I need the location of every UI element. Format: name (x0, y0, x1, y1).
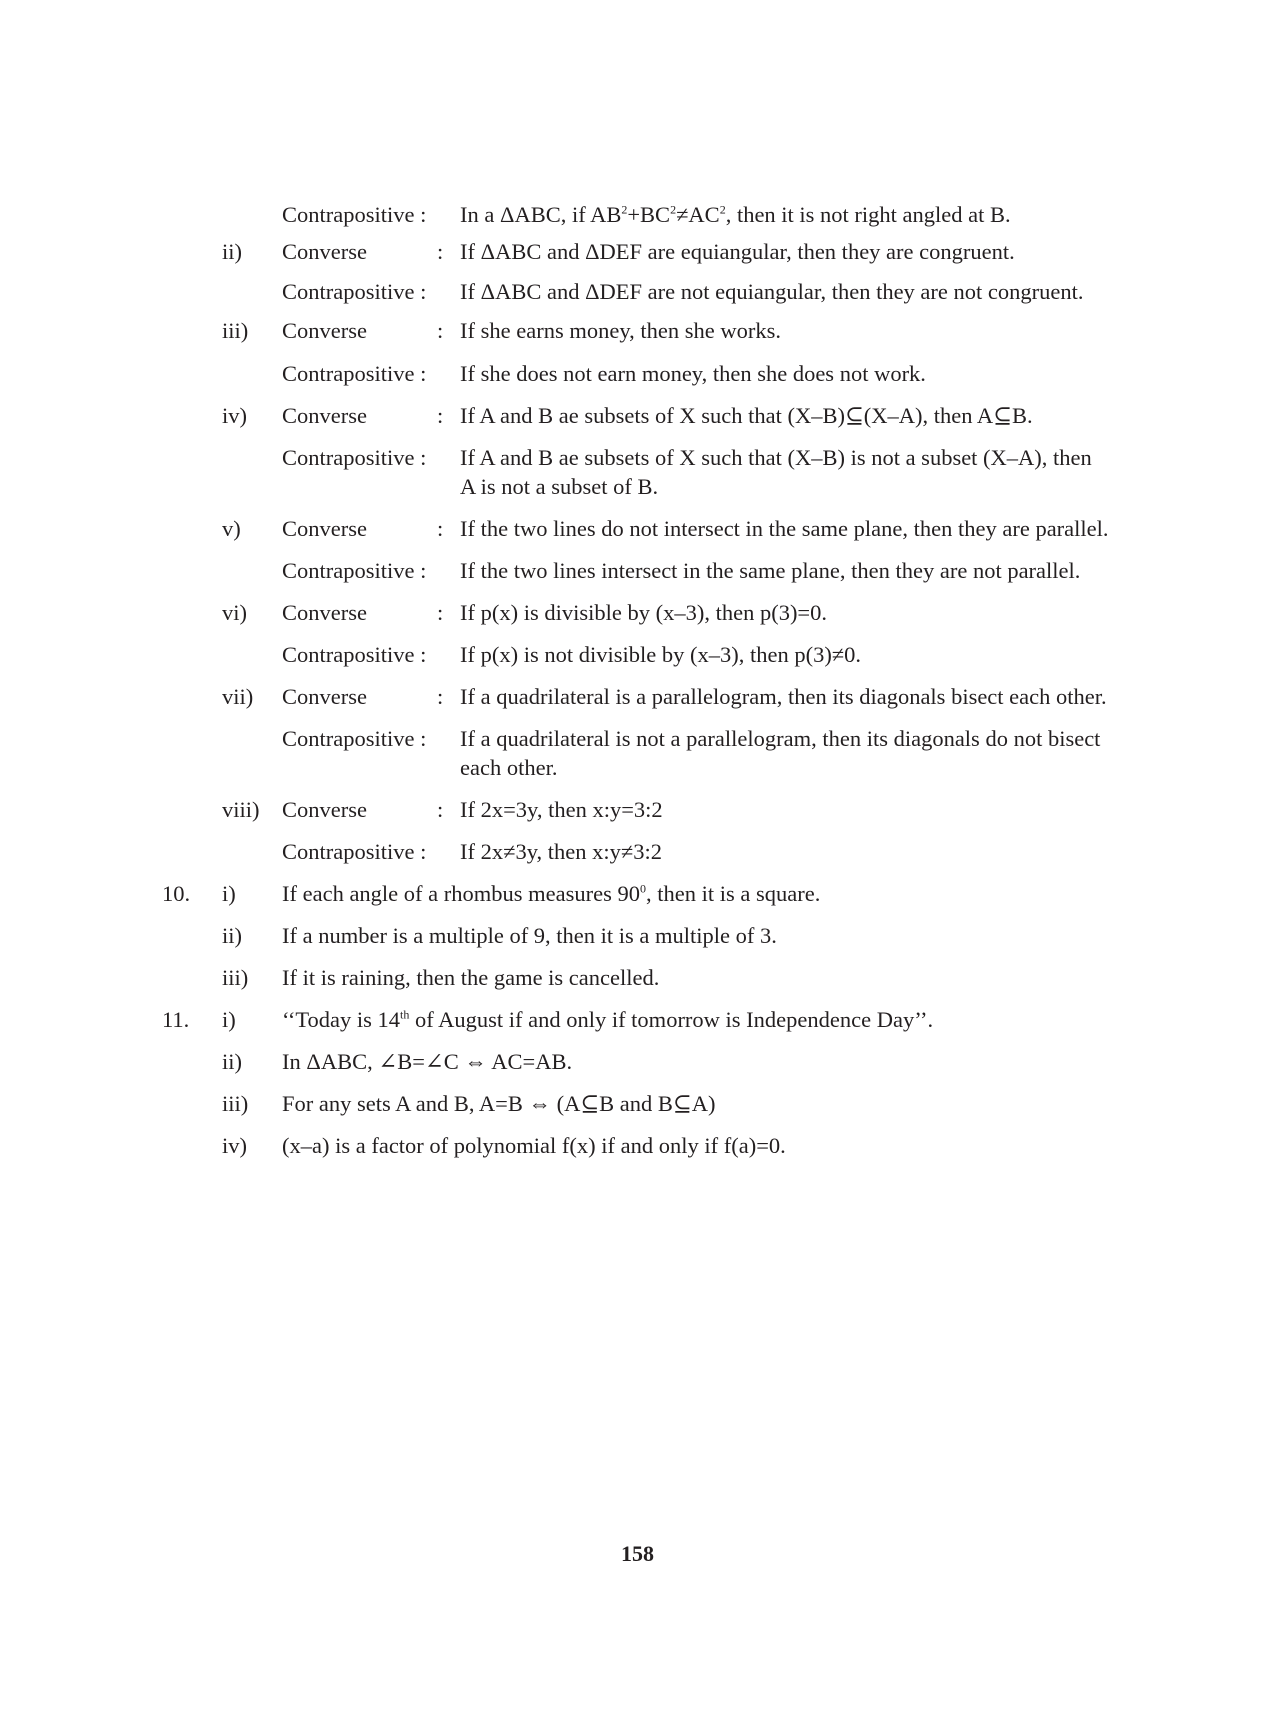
q11-iv-text: (x–a) is a factor of polynomial f(x) if and only if f(a)=0. (282, 1133, 786, 1158)
converse-label: Converse (282, 684, 367, 709)
q9-ii-contrapositive-text: If ΔABC and ΔDEF are not equiangular, then they are not congruent. (460, 279, 1084, 304)
q9-vii-contrapositive-text-cont: each other. (460, 755, 558, 780)
roman-numeral: v) (222, 516, 241, 541)
roman-numeral: iii) (222, 1091, 249, 1116)
roman-numeral: ii) (222, 239, 242, 264)
contrapositive-label: Contrapositive : (282, 361, 427, 386)
q9-iv-converse-text: If A and B ae subsets of X such that (X–B)⊆(X–A), then A⊆B. (460, 403, 1033, 428)
colon: : (437, 318, 444, 343)
roman-numeral: iv) (222, 403, 247, 428)
q10-iii-text: If it is raining, then the game is cancelled. (282, 965, 660, 990)
contrapositive-label: Contrapositive : (282, 642, 427, 667)
q9-vi-contrapositive-text: If p(x) is not divisible by (x–3), then p(3)≠0. (460, 642, 862, 667)
roman-numeral: viii) (222, 797, 260, 822)
colon: : (437, 403, 444, 428)
page-number: 158 (621, 1541, 654, 1566)
q9-vi-converse-text: If p(x) is divisible by (x–3), then p(3)=0. (460, 600, 827, 625)
converse-label: Converse (282, 239, 367, 264)
colon: : (437, 600, 444, 625)
roman-numeral: iii) (222, 318, 249, 343)
q10-i-text: If each angle of a rhombus measures $90^0$, then it is a square. (282, 881, 821, 906)
roman-numeral: vii) (222, 684, 254, 709)
roman-numeral: iii) (222, 965, 249, 990)
q11-ii-text: In ΔABC, ∠B=∠C ⇔ AC=AB. (282, 1049, 573, 1074)
q9-v-contrapositive-text: If the two lines intersect in the same plane, then they are not parallel. (460, 558, 1081, 583)
contrapositive-label: Contrapositive : (282, 445, 427, 470)
roman-numeral: i) (222, 881, 236, 906)
converse-label: Converse (282, 797, 367, 822)
q9-v-converse-text: If the two lines do not intersect in the same plane, then they are parallel. (460, 516, 1109, 541)
colon: : (437, 239, 444, 264)
q9-vii-converse-text: If a quadrilateral is a parallelogram, then its diagonals bisect each other. (460, 684, 1107, 709)
roman-numeral: ii) (222, 1049, 242, 1074)
q9-iv-contrapositive-text: If A and B ae subsets of X such that (X–B) is not a subset (X–A), then (460, 445, 1092, 470)
q9-iii-converse-text: If she earns money, then she works. (460, 318, 781, 343)
q9-i-contrapositive-text: In a ΔABC, if $AB^2+BC^2\ne AC^2$, then it is not right angled at B. (460, 202, 1011, 227)
colon: : (437, 797, 444, 822)
q9-iv-contrapositive-text-cont: A is not a subset of B. (460, 474, 659, 499)
contrapositive-label: Contrapositive : (282, 279, 427, 304)
q9-ii-converse-text: If ΔABC and ΔDEF are equiangular, then they are congruent. (460, 239, 1015, 264)
converse-label: Converse (282, 403, 367, 428)
contrapositive-label: Contrapositive : (282, 558, 427, 583)
q11-iii-text: For any sets A and B, A=B ⇔ (A⊆B and B⊆A) (282, 1091, 716, 1116)
contrapositive-label: Contrapositive : (282, 202, 427, 227)
roman-numeral: vi) (222, 600, 247, 625)
question-number: 11. (162, 1007, 190, 1032)
q9-vii-contrapositive-text: If a quadrilateral is not a parallelogram, then its diagonals do not bisect (460, 726, 1101, 751)
q10-ii-text: If a number is a multiple of 9, then it is a multiple of 3. (282, 923, 777, 948)
q9-viii-converse-text: If 2x=3y, then x:y=3:2 (460, 797, 663, 822)
roman-numeral: i) (222, 1007, 236, 1032)
colon: : (437, 516, 444, 541)
converse-label: Converse (282, 600, 367, 625)
colon: : (437, 684, 444, 709)
q9-viii-contrapositive-text: If 2x≠3y, then x:y≠3:2 (460, 839, 662, 864)
roman-numeral: iv) (222, 1133, 247, 1158)
converse-label: Converse (282, 318, 367, 343)
question-number: 10. (162, 881, 191, 906)
q9-iii-contrapositive-text: If she does not earn money, then she does not work. (460, 361, 926, 386)
contrapositive-label: Contrapositive : (282, 726, 427, 751)
contrapositive-label: Contrapositive : (282, 839, 427, 864)
roman-numeral: ii) (222, 923, 242, 948)
converse-label: Converse (282, 516, 367, 541)
q11-i-text: ‘‘Today is 14th of August if and only if tomorrow is Independence Day’’. (282, 1007, 934, 1032)
